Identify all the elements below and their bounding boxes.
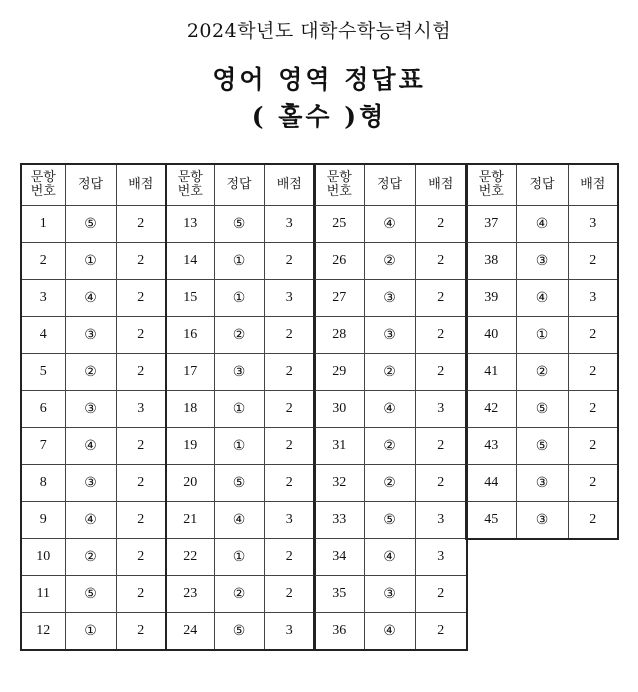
answer-value: ①	[516, 317, 568, 354]
answer-value: ②	[364, 465, 415, 502]
answer-value: ⑤	[516, 428, 568, 465]
answer-value: ④	[364, 391, 415, 428]
table-row	[314, 428, 467, 465]
answer-value: ④	[214, 502, 264, 539]
table-row	[466, 465, 618, 502]
question-number: 1	[21, 206, 65, 243]
question-number: 22	[166, 539, 214, 576]
points-value: 2	[116, 576, 166, 613]
header-label: 문항	[177, 170, 203, 185]
answer-value: ④	[516, 280, 568, 317]
question-number: 26	[314, 243, 364, 280]
answer-value: ②	[516, 354, 568, 391]
answer-value: ⑤	[364, 502, 415, 539]
question-number: 17	[166, 354, 214, 391]
answer-value: ①	[65, 613, 116, 651]
table-header-row	[466, 164, 618, 206]
table-row	[466, 280, 618, 317]
points-value: 3	[415, 539, 467, 576]
points-value: 2	[264, 465, 315, 502]
table-row	[314, 317, 467, 354]
answer-header: 정답	[516, 164, 568, 206]
points-value: 2	[568, 502, 618, 540]
question-number: 36	[314, 613, 364, 651]
answer-table-block-2	[165, 163, 316, 651]
points-value: 2	[264, 576, 315, 613]
question-number: 39	[466, 280, 516, 317]
points-value: 2	[264, 354, 315, 391]
points-value: 3	[568, 280, 618, 317]
table-header-row	[166, 164, 315, 206]
table-row	[314, 243, 467, 280]
answer-value: ①	[65, 243, 116, 280]
points-value: 3	[264, 206, 315, 243]
points-value: 2	[415, 428, 467, 465]
question-number: 43	[466, 428, 516, 465]
header-label: 번호	[177, 184, 203, 199]
question-number: 4	[21, 317, 65, 354]
answer-header: 정답	[65, 164, 116, 206]
answer-value: ④	[65, 428, 116, 465]
answer-value: ③	[516, 243, 568, 280]
table-row	[166, 354, 315, 391]
points-header: 배점	[568, 164, 618, 206]
question-number: 35	[314, 576, 364, 613]
question-number: 9	[21, 502, 65, 539]
question-number: 28	[314, 317, 364, 354]
answer-value: ③	[516, 502, 568, 540]
table-row	[21, 280, 166, 317]
points-value: 2	[568, 391, 618, 428]
question-number: 12	[21, 613, 65, 651]
question-number: 23	[166, 576, 214, 613]
question-number: 8	[21, 465, 65, 502]
table-row	[166, 280, 315, 317]
header-label: 문항	[30, 170, 56, 185]
answer-value: ③	[364, 576, 415, 613]
question-number: 15	[166, 280, 214, 317]
table-row	[166, 576, 315, 613]
question-number: 37	[466, 206, 516, 243]
answer-value: ③	[65, 465, 116, 502]
answer-value: ④	[364, 206, 415, 243]
points-value: 2	[264, 428, 315, 465]
answer-value: ④	[65, 502, 116, 539]
table-row	[466, 502, 618, 540]
points-value: 2	[116, 206, 166, 243]
question-number: 14	[166, 243, 214, 280]
points-value: 2	[264, 317, 315, 354]
question-number: 44	[466, 465, 516, 502]
answer-value: ②	[65, 354, 116, 391]
question-number-header	[21, 164, 65, 206]
table-row	[466, 243, 618, 280]
points-value: 2	[415, 576, 467, 613]
question-number-header	[314, 164, 364, 206]
header-label: 번호	[478, 184, 504, 199]
answer-table-block-1	[20, 163, 167, 651]
table-row	[166, 613, 315, 651]
points-value: 2	[568, 354, 618, 391]
answer-header: 정답	[214, 164, 264, 206]
table-row	[166, 206, 315, 243]
question-number: 10	[21, 539, 65, 576]
table-row	[466, 317, 618, 354]
table-row	[21, 206, 166, 243]
table-row	[21, 502, 166, 539]
question-number: 13	[166, 206, 214, 243]
points-value: 2	[415, 243, 467, 280]
answer-value: ①	[214, 391, 264, 428]
answer-value: ③	[364, 317, 415, 354]
table-row	[314, 465, 467, 502]
table-row	[166, 502, 315, 539]
question-number: 32	[314, 465, 364, 502]
question-number: 5	[21, 354, 65, 391]
answer-value: ③	[65, 391, 116, 428]
answer-value: ②	[364, 354, 415, 391]
table-row	[314, 576, 467, 613]
answer-value: ⑤	[214, 613, 264, 651]
table-row	[21, 317, 166, 354]
answer-value: ①	[214, 280, 264, 317]
points-value: 2	[116, 354, 166, 391]
answer-value: ②	[364, 243, 415, 280]
points-value: 2	[264, 243, 315, 280]
points-value: 2	[116, 465, 166, 502]
table-row	[21, 576, 166, 613]
table-row	[314, 502, 467, 539]
points-value: 2	[264, 539, 315, 576]
table-header-row	[314, 164, 467, 206]
table-row	[314, 613, 467, 651]
question-number: 41	[466, 354, 516, 391]
header-label: 문항	[326, 170, 352, 185]
answer-header: 정답	[364, 164, 415, 206]
answer-table-block-3	[313, 163, 468, 651]
answer-value: ②	[364, 428, 415, 465]
table-row	[314, 354, 467, 391]
table-row	[21, 613, 166, 651]
points-header: 배점	[116, 164, 166, 206]
points-value: 2	[116, 280, 166, 317]
points-header: 배점	[264, 164, 315, 206]
answer-value: ⑤	[214, 206, 264, 243]
answer-value: ④	[364, 539, 415, 576]
answer-value: ③	[65, 317, 116, 354]
answer-value: ④	[516, 206, 568, 243]
question-number-header	[166, 164, 214, 206]
question-number: 18	[166, 391, 214, 428]
points-value: 2	[415, 206, 467, 243]
answer-key-title: 영어 영역 정답표	[212, 65, 426, 94]
table-row	[21, 391, 166, 428]
question-number: 45	[466, 502, 516, 540]
table-row	[166, 243, 315, 280]
question-number: 42	[466, 391, 516, 428]
points-value: 2	[116, 613, 166, 651]
points-value: 3	[415, 502, 467, 539]
header-label: 번호	[30, 184, 56, 199]
table-row	[166, 391, 315, 428]
points-value: 2	[415, 280, 467, 317]
question-number: 40	[466, 317, 516, 354]
answer-value: ⑤	[214, 465, 264, 502]
answer-value: ③	[364, 280, 415, 317]
points-value: 3	[264, 613, 315, 651]
points-value: 3	[116, 391, 166, 428]
answer-value: ②	[65, 539, 116, 576]
table-row	[21, 354, 166, 391]
points-value: 2	[415, 465, 467, 502]
answer-value: ④	[364, 613, 415, 651]
question-number: 34	[314, 539, 364, 576]
question-number: 20	[166, 465, 214, 502]
table-row	[466, 354, 618, 391]
question-number: 21	[166, 502, 214, 539]
points-value: 2	[264, 391, 315, 428]
header-label: 번호	[326, 184, 352, 199]
answer-table-block-4	[465, 163, 619, 540]
question-number: 33	[314, 502, 364, 539]
header-label: 문항	[478, 170, 504, 185]
points-value: 3	[264, 502, 315, 539]
answer-value: ④	[65, 280, 116, 317]
points-value: 2	[116, 243, 166, 280]
points-value: 2	[116, 428, 166, 465]
question-number: 38	[466, 243, 516, 280]
points-value: 2	[568, 243, 618, 280]
answer-value: ②	[214, 317, 264, 354]
question-number: 6	[21, 391, 65, 428]
question-number: 29	[314, 354, 364, 391]
points-value: 2	[116, 539, 166, 576]
question-number: 27	[314, 280, 364, 317]
answer-value: ③	[214, 354, 264, 391]
points-value: 2	[116, 502, 166, 539]
question-number: 2	[21, 243, 65, 280]
table-header-row	[21, 164, 166, 206]
answer-value: ②	[214, 576, 264, 613]
question-number: 11	[21, 576, 65, 613]
points-value: 3	[264, 280, 315, 317]
question-number: 25	[314, 206, 364, 243]
points-value: 3	[415, 391, 467, 428]
answer-value: ①	[214, 428, 264, 465]
table-row	[314, 391, 467, 428]
table-row	[314, 206, 467, 243]
question-number: 19	[166, 428, 214, 465]
question-number: 16	[166, 317, 214, 354]
points-value: 2	[116, 317, 166, 354]
question-number-header	[466, 164, 516, 206]
table-row	[466, 391, 618, 428]
question-number: 30	[314, 391, 364, 428]
points-value: 2	[415, 354, 467, 391]
answer-value: ⑤	[65, 576, 116, 613]
table-row	[314, 539, 467, 576]
table-row	[166, 428, 315, 465]
points-value: 2	[568, 317, 618, 354]
points-value: 2	[568, 465, 618, 502]
answer-value: ①	[214, 243, 264, 280]
answer-value: ⑤	[65, 206, 116, 243]
table-row	[314, 280, 467, 317]
question-number: 24	[166, 613, 214, 651]
table-row	[466, 428, 618, 465]
table-row	[21, 428, 166, 465]
answer-value: ⑤	[516, 391, 568, 428]
exam-title: 2024학년도 대학수학능력시험	[186, 20, 452, 42]
question-number: 31	[314, 428, 364, 465]
exam-type-title: ( 홀수 )형	[251, 102, 387, 131]
points-header: 배점	[415, 164, 467, 206]
table-row	[21, 539, 166, 576]
question-number: 7	[21, 428, 65, 465]
question-number: 3	[21, 280, 65, 317]
table-row	[166, 539, 315, 576]
answer-value: ①	[214, 539, 264, 576]
points-value: 2	[415, 317, 467, 354]
points-value: 2	[415, 613, 467, 651]
table-row	[21, 465, 166, 502]
answer-value: ③	[516, 465, 568, 502]
points-value: 3	[568, 206, 618, 243]
points-value: 2	[568, 428, 618, 465]
table-row	[166, 317, 315, 354]
table-row	[166, 465, 315, 502]
table-row	[21, 243, 166, 280]
table-row	[466, 206, 618, 243]
